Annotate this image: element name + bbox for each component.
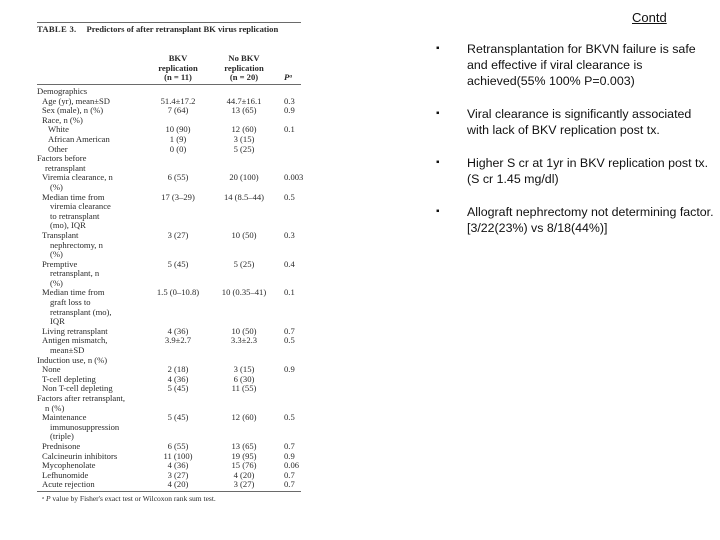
bullet-text: Higher S cr at 1yr in BKV replication post tx. (S cr 1.45 mg/dl) — [467, 156, 709, 186]
p-value: 0.003 — [284, 172, 304, 183]
bullet-item — [430, 106, 715, 138]
bkv-value: 4 (36) — [167, 325, 189, 336]
no-bkv-value — [213, 394, 275, 413]
bkv-value: 3 (27) — [167, 469, 189, 480]
table-caption — [37, 23, 301, 44]
bkv-value: 3.9±2.7 — [164, 335, 192, 346]
p-value — [275, 375, 301, 385]
p-value: 0.9 — [284, 450, 295, 461]
table-row — [37, 154, 301, 173]
bullet-item — [430, 41, 715, 89]
row-label: Race, n (%) — [42, 114, 83, 125]
row-label: African American — [48, 133, 110, 144]
no-bkv-value: 3 (15) — [233, 364, 255, 375]
no-bkv-value: 19 (95) — [231, 450, 257, 461]
header-no-bkv-replication: No BKV replication (n = 20) — [224, 53, 264, 83]
bkv-value: 3 (27) — [167, 229, 189, 240]
p-value: 0.5 — [284, 412, 295, 423]
row-label: Antigen mismatch, mean±SD — [42, 335, 108, 356]
row-label: Lefhunomide — [42, 469, 89, 480]
no-bkv-value: 5 (25) — [233, 258, 255, 269]
no-bkv-value: 11 (55) — [231, 383, 257, 394]
p-value: 0.1 — [284, 124, 295, 135]
row-label: Viremia clearance, n (%) — [42, 172, 113, 192]
no-bkv-value: 14 (8.5–44) — [223, 191, 265, 202]
p-value: 0.3 — [284, 229, 295, 240]
p-value — [275, 384, 301, 394]
no-bkv-value: 15 (76) — [231, 460, 257, 471]
bullet-marker-icon: ▪ — [436, 206, 440, 217]
bkv-value: 5 (45) — [167, 383, 189, 394]
row-label: Non T-cell depleting — [42, 383, 113, 394]
bkv-value: 11 (100) — [163, 450, 193, 461]
bkv-value: 6 (55) — [167, 440, 189, 451]
p-value: 0.9 — [284, 364, 295, 375]
no-bkv-value: 10 (0.35–41) — [221, 287, 267, 298]
table-row — [37, 394, 301, 413]
row-label: Living retransplant — [42, 325, 108, 336]
bkv-value: 4 (36) — [167, 460, 189, 471]
row-label: Factors after retransplant, n (%) — [37, 393, 126, 413]
row-label: Factors before retransplant — [37, 153, 87, 173]
p-value: 0.5 — [284, 191, 295, 202]
bkv-value: 4 (20) — [167, 479, 189, 490]
row-label: Median time from viremia clearance to retransplant (mo), IQR — [42, 191, 111, 231]
table-row — [37, 288, 301, 326]
no-bkv-value: 12 (60) — [231, 124, 257, 135]
table-row — [37, 480, 301, 490]
bkv-value: 5 (45) — [167, 258, 189, 269]
no-bkv-value: 3 (15) — [233, 133, 255, 144]
bullet-item — [430, 155, 715, 187]
p-value: 0.7 — [284, 325, 295, 336]
p-value: 0.1 — [284, 287, 295, 298]
bullet-item — [430, 204, 715, 236]
p-value: 0.5 — [284, 335, 295, 346]
row-label: Transplant nephrectomy, n (%) — [42, 229, 103, 260]
p-value — [275, 135, 301, 145]
p-value: 0.7 — [284, 479, 295, 490]
no-bkv-value: 4 (20) — [233, 469, 255, 480]
no-bkv-value: 13 (65) — [231, 105, 257, 116]
table-row — [37, 135, 301, 145]
no-bkv-value: 13 (65) — [231, 440, 257, 451]
row-label: Demographics — [37, 86, 88, 96]
p-value — [275, 394, 301, 413]
row-label: Other — [48, 143, 68, 154]
bkv-value: 17 (3–29) — [161, 191, 195, 202]
p-value: 0.9 — [284, 105, 295, 116]
table-row — [37, 172, 304, 192]
row-label: None — [42, 364, 61, 375]
row-label: Premptive retransplant, n (%) — [42, 258, 100, 288]
bkv-value — [149, 394, 207, 413]
p-value: 0.7 — [284, 469, 295, 480]
table-bottom-rule — [37, 491, 301, 492]
slide-title: Contd — [632, 10, 667, 25]
table-row — [37, 336, 301, 355]
no-bkv-value: 10 (50) — [231, 229, 257, 240]
bkv-value: 0 (0) — [169, 143, 187, 154]
table-label: TABLE 3. — [37, 24, 77, 34]
bkv-value: 6 (55) — [167, 172, 189, 183]
row-label: Acute rejection — [42, 479, 95, 490]
no-bkv-value: 20 (100) — [229, 172, 259, 183]
bkv-value: 10 (90) — [165, 124, 191, 135]
p-value — [275, 154, 301, 173]
no-bkv-value: 5 (25) — [233, 143, 255, 154]
bullet-text: Viral clearance is significantly associated with lack of BKV replication post tx. — [467, 107, 692, 137]
row-label: Induction use, n (%) — [37, 354, 108, 365]
no-bkv-value: 6 (30) — [233, 373, 255, 384]
row-label: Age (yr), mean±SD — [42, 95, 110, 106]
bkv-value — [149, 154, 207, 173]
bkv-value: 5 (45) — [167, 412, 189, 423]
predictors-table — [37, 22, 304, 504]
bullet-list — [430, 41, 715, 236]
table-row — [37, 413, 301, 442]
row-label: Mycophenolate — [42, 460, 96, 471]
table-title: Predictors of after retransplant BK virus replication — [86, 24, 279, 34]
row-label: Maintenance immunosuppression (triple) — [42, 412, 120, 442]
p-value: 0.06 — [284, 460, 300, 471]
bullet-marker-icon: ▪ — [436, 157, 440, 168]
bkv-value: 2 (18) — [167, 364, 189, 375]
no-bkv-value — [213, 154, 275, 173]
header-p-value: Pᵃ — [284, 72, 292, 83]
bkv-value: 1 (9) — [169, 133, 187, 144]
table-row — [37, 193, 301, 231]
bkv-value: 4 (36) — [167, 373, 189, 384]
no-bkv-value: 3.3±2.3 — [230, 335, 258, 346]
row-label: Prednisone — [42, 440, 81, 451]
p-value: 0.4 — [284, 258, 295, 269]
row-label: Median time from graft loss to retransplant (mo), IQR — [42, 287, 112, 327]
header-bkv-replication: BKV replication (n = 11) — [158, 53, 198, 83]
p-value: 0.7 — [284, 440, 295, 451]
row-label: Calcineurin inhibitors — [42, 450, 118, 461]
row-label: Sex (male), n (%) — [42, 105, 104, 116]
bullet-text: Retransplantation for BKVN failure is safe and effective if viral clearance is achieved(55% 100% P=0.003) — [467, 42, 696, 88]
bkv-value: 1.5 (0–10.8) — [156, 287, 200, 298]
table-body — [37, 85, 304, 491]
table-footnote: ᵃ P value by Fisher's exact test or Wilcoxon rank sum test. — [42, 493, 216, 503]
no-bkv-value: 3 (27) — [233, 479, 255, 490]
p-value — [275, 145, 301, 155]
bkv-value: 51.4±17.2 — [160, 95, 196, 106]
p-value: 0.3 — [284, 95, 295, 106]
table-row — [37, 231, 301, 260]
row-label: T-cell depleting — [42, 373, 96, 384]
no-bkv-value: 12 (60) — [231, 412, 257, 423]
no-bkv-value: 44.7±16.1 — [226, 95, 262, 106]
table-header — [37, 44, 301, 84]
row-label: White — [48, 124, 69, 135]
bullet-marker-icon: ▪ — [436, 43, 440, 54]
bullet-marker-icon: ▪ — [436, 108, 440, 119]
table-row — [37, 260, 301, 289]
bkv-value: 7 (64) — [167, 105, 189, 116]
bullet-text: Allograft nephrectomy not determining factor.[3/22(23%) vs 8/18(44%)] — [467, 205, 714, 235]
no-bkv-value: 10 (50) — [231, 325, 257, 336]
